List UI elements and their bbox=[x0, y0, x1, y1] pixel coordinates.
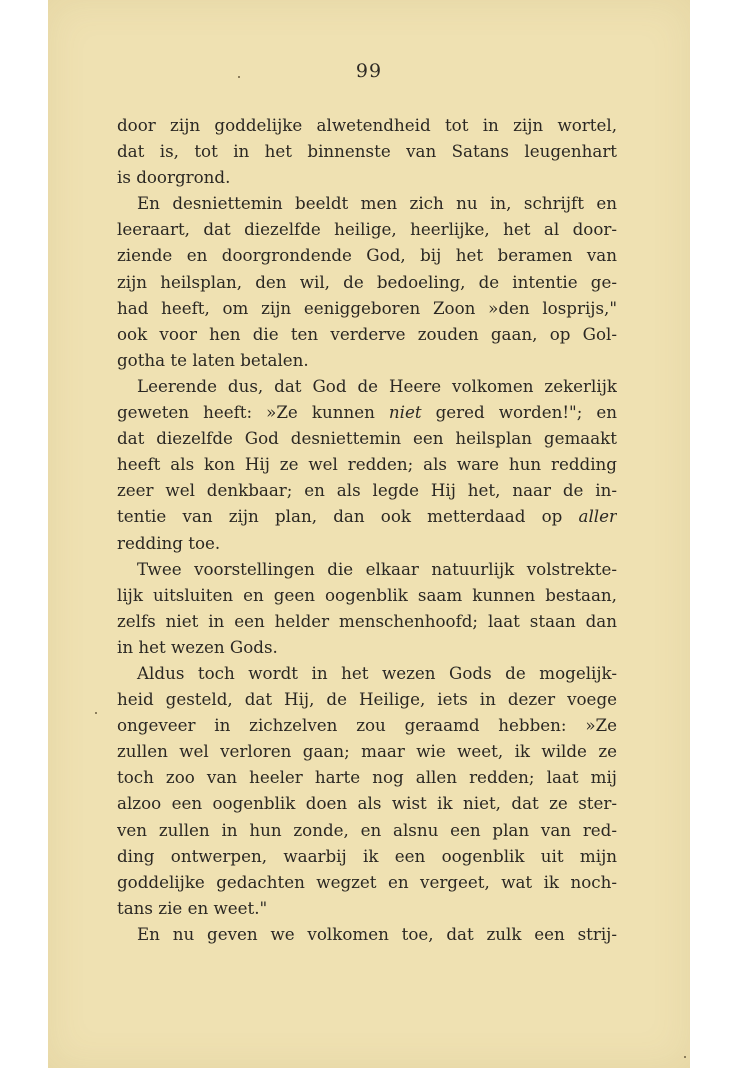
text-line bbox=[117, 738, 617, 764]
text-line bbox=[117, 530, 617, 556]
text-line bbox=[117, 556, 617, 582]
text-segment: zeer wel denkbaar; en als legde Hij het, naar de in- bbox=[117, 480, 617, 501]
text-segment: ongeveer in zichzelven zou geraamd hebben: »Ze bbox=[117, 715, 617, 736]
speck-mark bbox=[95, 712, 97, 714]
text-segment: gotha te laten betalen. bbox=[117, 349, 309, 370]
text-line bbox=[117, 869, 617, 895]
body-text bbox=[117, 112, 617, 947]
text-line bbox=[117, 503, 617, 529]
text-segment: ziende en doorgrondende God, bij het beramen van bbox=[117, 245, 617, 266]
text-segment: is doorgrond. bbox=[117, 167, 231, 188]
text-line bbox=[117, 190, 617, 216]
text-segment: tentie van zijn plan, dan ook metterdaad op bbox=[117, 506, 579, 527]
text-segment: zelfs niet in een helder menschenhoofd; laat staan dan bbox=[117, 610, 617, 631]
text-line bbox=[117, 660, 617, 686]
text-segment: heid gesteld, dat Hij, de Heilige, iets in dezer voege bbox=[117, 689, 617, 710]
text-line bbox=[117, 608, 617, 634]
text-line bbox=[117, 582, 617, 608]
text-segment: dat diezelfde God desniettemin een heilsplan gemaakt bbox=[117, 428, 617, 449]
text-line bbox=[117, 269, 617, 295]
text-line bbox=[117, 843, 617, 869]
text-segment: heeft als kon Hij ze wel redden; als ware hun redding bbox=[117, 454, 617, 475]
text-segment: redding toe. bbox=[117, 532, 221, 553]
text-line bbox=[117, 451, 617, 477]
text-segment: Leerende dus, dat God de Heere volkomen zekerlijk bbox=[137, 375, 617, 396]
text-line bbox=[117, 790, 617, 816]
text-segment: door zijn goddelijke alwetendheid tot in zijn wortel, bbox=[117, 115, 617, 135]
text-line bbox=[117, 216, 617, 242]
text-segment: in het wezen Gods. bbox=[117, 636, 278, 657]
text-line bbox=[117, 347, 617, 373]
italic-text: aller bbox=[578, 506, 617, 527]
italic-text: niet bbox=[388, 402, 422, 423]
book-page bbox=[48, 0, 690, 1068]
text-line bbox=[117, 321, 617, 347]
text-segment: toch zoo van heeler harte nog allen redden; laat mij bbox=[117, 767, 617, 788]
text-segment: Twee voorstellingen die elkaar natuurlijk volstrekte- bbox=[137, 558, 617, 579]
text-line bbox=[117, 373, 617, 399]
text-segment: ding ontwerpen, waarbij ik een oogenblik uit mijn bbox=[117, 845, 617, 866]
text-segment: tans zie en weet." bbox=[117, 897, 268, 918]
text-line bbox=[117, 399, 617, 425]
text-segment: ven zullen in hun zonde, en alsnu een plan van red- bbox=[117, 819, 617, 840]
text-segment: lijk uitsluiten en geen oogenblik saam kunnen bestaan, bbox=[117, 584, 617, 605]
text-line bbox=[117, 712, 617, 738]
page-number: 99 bbox=[355, 60, 383, 82]
text-segment: zullen wel verloren gaan; maar wie weet, ik wilde ze bbox=[117, 741, 617, 762]
text-line bbox=[117, 425, 617, 451]
text-line bbox=[117, 634, 617, 660]
text-line bbox=[117, 164, 617, 190]
text-line bbox=[117, 138, 617, 164]
text-segment: leeraart, dat diezelfde heilige, heerlijke, het al door- bbox=[117, 219, 617, 240]
text-segment: zijn heilsplan, den wil, de bedoeling, de intentie ge- bbox=[117, 271, 617, 292]
text-segment: ook voor hen die ten verderve zouden gaan, op Gol- bbox=[117, 323, 617, 344]
text-line bbox=[117, 295, 617, 321]
text-line bbox=[117, 764, 617, 790]
text-segment: En desniettemin beeldt men zich nu in, schrijft en bbox=[137, 193, 617, 214]
text-line bbox=[117, 477, 617, 503]
text-line bbox=[117, 895, 617, 921]
text-line bbox=[117, 112, 617, 138]
text-segment: dat is, tot in het binnenste van Satans leugenhart bbox=[117, 141, 617, 162]
text-segment: goddelijke gedachten wegzet en vergeet, wat ik noch- bbox=[117, 871, 617, 892]
text-segment: had heeft, om zijn eeniggeboren Zoon »den losprijs," bbox=[117, 297, 617, 318]
text-segment: geweten heeft: »Ze kunnen bbox=[117, 402, 389, 423]
text-segment: Aldus toch wordt in het wezen Gods de mogelijk- bbox=[137, 662, 617, 683]
text-segment: alzoo een oogenblik doen als wist ik niet, dat ze ster- bbox=[117, 793, 617, 814]
text-line bbox=[117, 817, 617, 843]
text-line bbox=[117, 921, 617, 947]
text-line bbox=[117, 686, 617, 712]
speck-mark bbox=[684, 1056, 686, 1058]
text-line bbox=[117, 242, 617, 268]
text-segment: gered worden!"; en bbox=[421, 402, 617, 423]
text-segment: En nu geven we volkomen toe, dat zulk een strij- bbox=[137, 923, 617, 944]
